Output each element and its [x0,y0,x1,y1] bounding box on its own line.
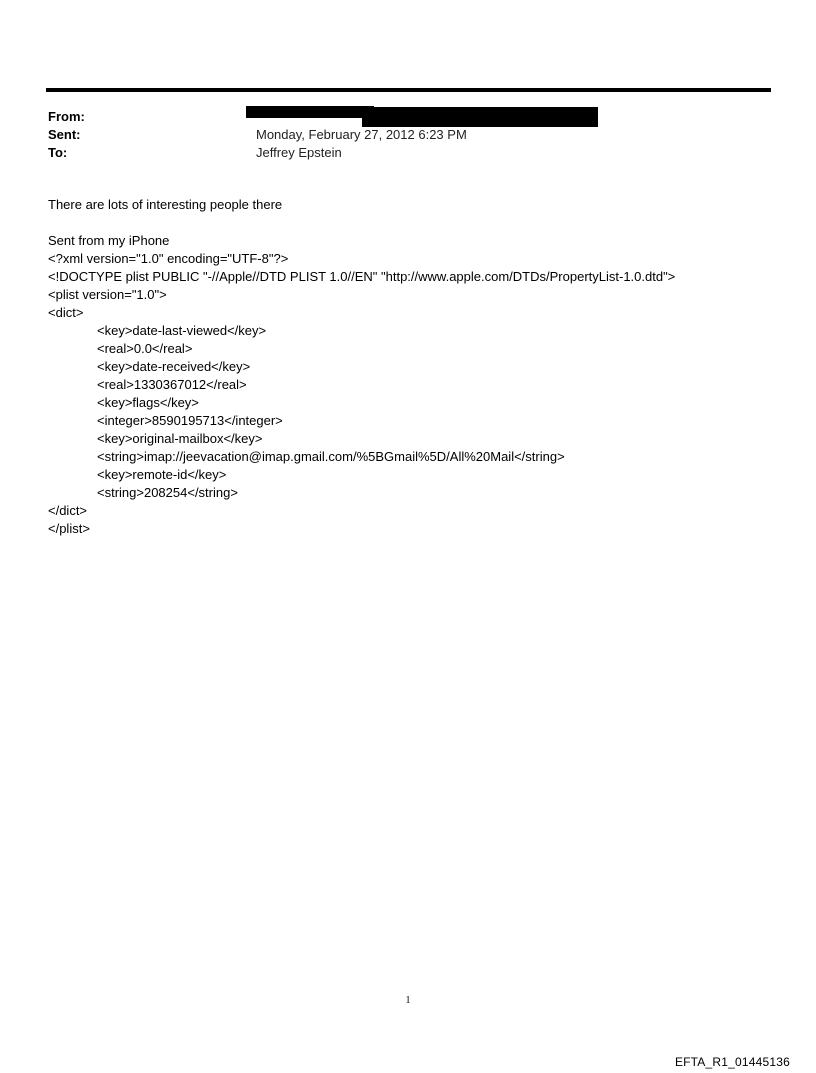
plist-line: <real>1330367012</real> [97,377,247,392]
email-header [48,108,768,162]
redaction-box [246,106,374,118]
sent-label: Sent: [48,127,81,142]
plist-line: <key>remote-id</key> [97,467,227,482]
plist-line: <integer>8590195713</integer> [97,413,283,428]
sent-value: Monday, February 27, 2012 6:23 PM [256,127,467,142]
plist-line: <key>date-last-viewed</key> [97,323,267,338]
plist-line: <real>0.0</real> [97,341,193,356]
from-label: From: [48,109,85,124]
email-body [48,196,768,538]
plist-line: <key>original-mailbox</key> [97,431,263,446]
to-label: To: [48,145,68,160]
sent-row [48,126,768,144]
plist-line: <key>flags</key> [97,395,199,410]
from-row [48,108,768,126]
blank-line [48,214,768,232]
plist-line: </dict> [48,503,88,518]
plist-line: <plist version="1.0"> [48,287,167,302]
plist-line: <string>208254</string> [97,485,238,500]
signature-text: Sent from my iPhone [48,233,170,248]
page-number: 1 [405,995,411,1006]
plist-line: <!DOCTYPE plist PUBLIC "-//Apple//DTD PLIST 1.0//EN" "http://www.apple.com/DTDs/PropertyList-1.0.dtd"> [48,269,676,284]
plist-line: <?xml version="1.0" encoding="UTF-8"?> [48,251,289,266]
plist-line: <dict> [48,305,84,320]
plist-line: <key>date-received</key> [97,359,251,374]
to-value: Jeffrey Epstein [256,145,342,160]
plist-block [48,250,768,538]
header-divider [46,88,771,92]
plist-line: </plist> [48,521,90,536]
redaction-box [362,107,598,127]
message-text: There are lots of interesting people there [48,197,283,212]
plist-line: <string>imap://jeevacation@imap.gmail.com/%5BGmail%5D/All%20Mail</string> [97,449,565,464]
bates-number: EFTA_R1_01445136 [674,1055,790,1069]
to-row [48,144,768,162]
